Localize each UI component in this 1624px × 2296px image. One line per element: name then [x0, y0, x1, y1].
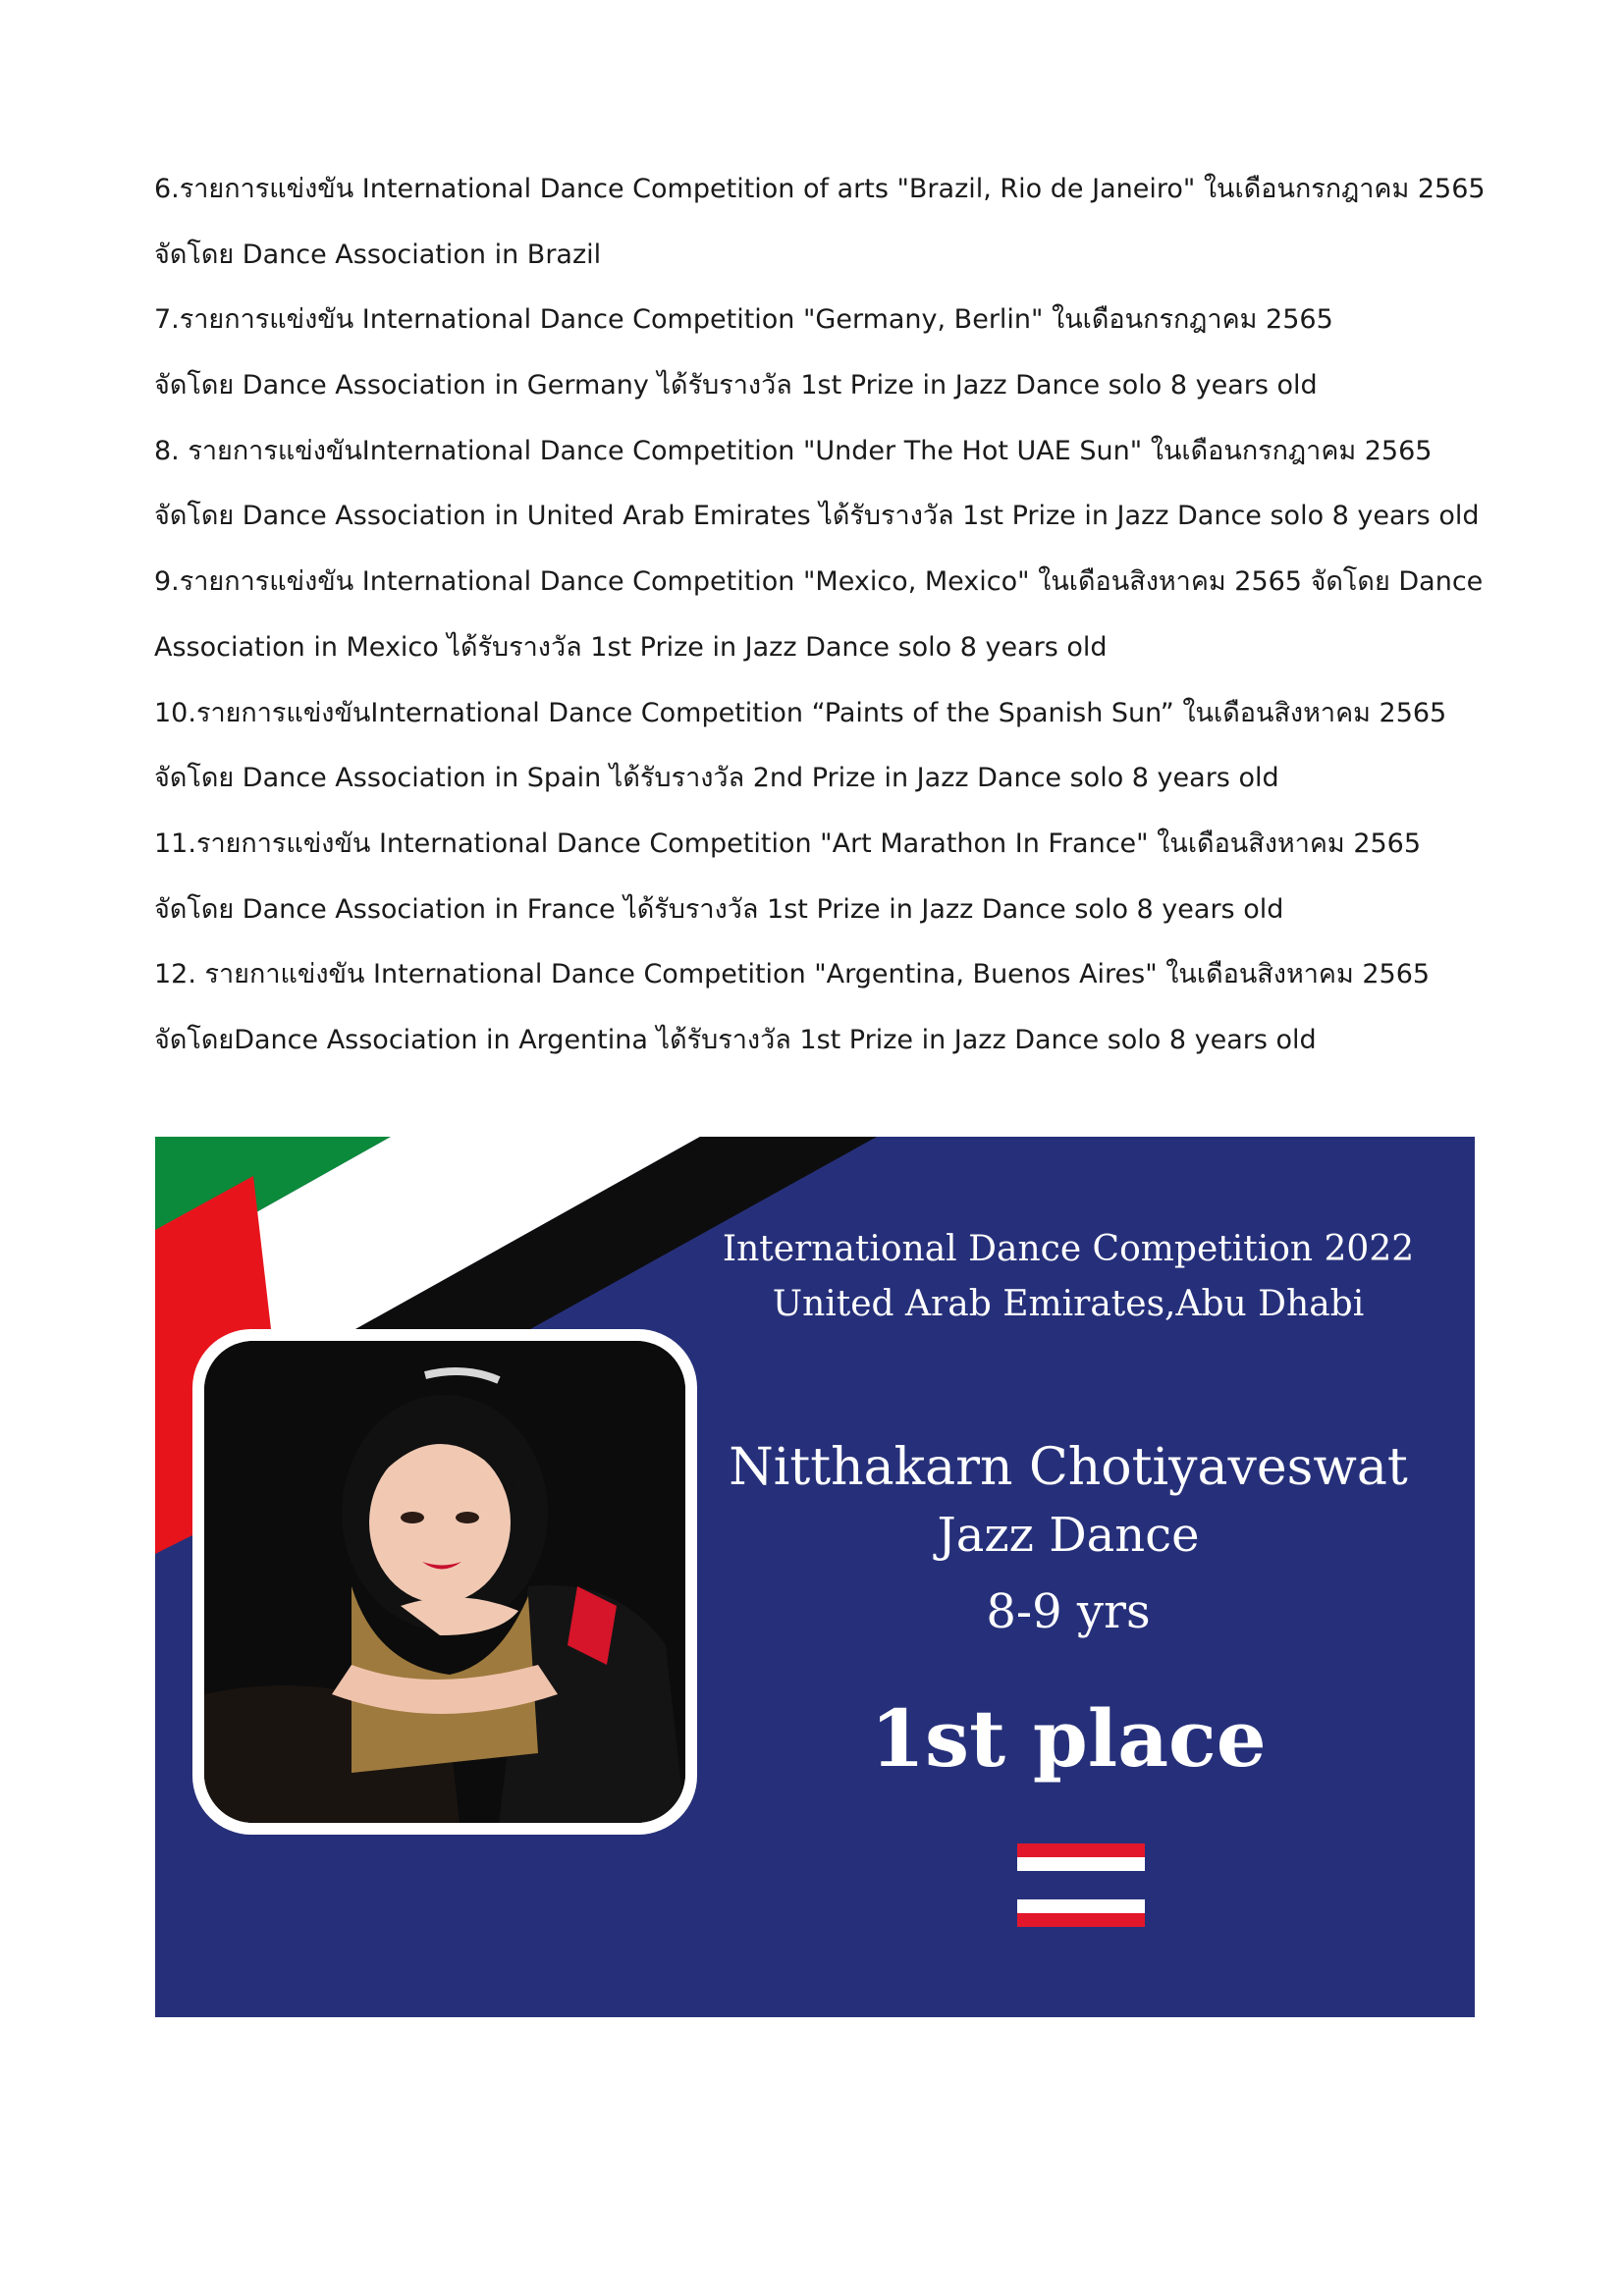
text-line: จัดโดย Dance Association in Brazil — [154, 239, 602, 270]
text-line: จัดโดย Dance Association in France ได้รับรางวัล 1st Prize in Jazz Dance solo 8 years old — [154, 893, 1284, 925]
photo-frame — [192, 1329, 697, 1835]
text-line: จัดโดย Dance Association in Germany ได้รับรางวัล 1st Prize in Jazz Dance solo 8 years old — [154, 370, 1318, 401]
dancer-photo — [204, 1341, 685, 1823]
text-line: 10.รายการแข่งขันInternational Dance Competition “Paints of the Spanish Sun” ในเดือนสิงหาคม 2565 — [154, 697, 1447, 728]
text-line: 12. รายกาแข่งขัน International Dance Competition "Argentina, Buenos Aires" ในเดือนสิงหาคม 2565 — [154, 959, 1431, 990]
text-line: จัดโดย Dance Association in United Arab Emirates ได้รับรางวัล 1st Prize in Jazz Dance solo 8 years old — [154, 501, 1480, 532]
text-line: Association in Mexico ได้รับรางวัล 1st Prize in Jazz Dance solo 8 years old — [154, 631, 1108, 663]
text-line: จัดโดย Dance Association in Spain ได้รับรางวัล 2nd Prize in Jazz Dance solo 8 years old — [154, 763, 1279, 794]
award-banner — [155, 1137, 1475, 2017]
text-line: 11.รายการแข่งขัน International Dance Competition "Art Marathon In France" ในเดือนสิงหาคม 2565 — [154, 828, 1422, 859]
event-title: International Dance Competition 2022 — [722, 1229, 1415, 1269]
age-group: 8-9 yrs — [986, 1584, 1151, 1639]
dancer-portrait-illustration — [204, 1341, 685, 1823]
award-list — [154, 157, 1489, 1074]
placement: 1st place — [870, 1692, 1267, 1785]
text-line: 8. รายการแข่งขันInternational Dance Competition "Under The Hot UAE Sun" ในเดือนกรกฎาคม 2565 — [154, 435, 1433, 466]
text-line: 6.รายการแข่งขัน International Dance Competition of arts "Brazil, Rio de Janeiro" ในเดือนกรกฎาคม 2565 — [154, 174, 1486, 204]
event-location: United Arab Emirates,Abu Dhabi — [772, 1284, 1365, 1324]
text-line: 9.รายการแข่งขัน International Dance Competition "Mexico, Mexico" ในเดือนสิงหาคม 2565 จัดโดย Dance — [154, 566, 1484, 598]
text-line: จัดโดยDance Association in Argentina ได้รับรางวัล 1st Prize in Jazz Dance solo 8 years old — [154, 1024, 1317, 1055]
text-line: 7.รายการแข่งขัน International Dance Competition "Germany, Berlin" ในเดือนกรกฎาคม 2565 — [154, 304, 1333, 336]
thailand-flag-icon — [1017, 1843, 1145, 1927]
dance-category: Jazz Dance — [937, 1508, 1200, 1563]
dancer-name: Nitthakarn Chotiyaveswat — [729, 1438, 1408, 1497]
